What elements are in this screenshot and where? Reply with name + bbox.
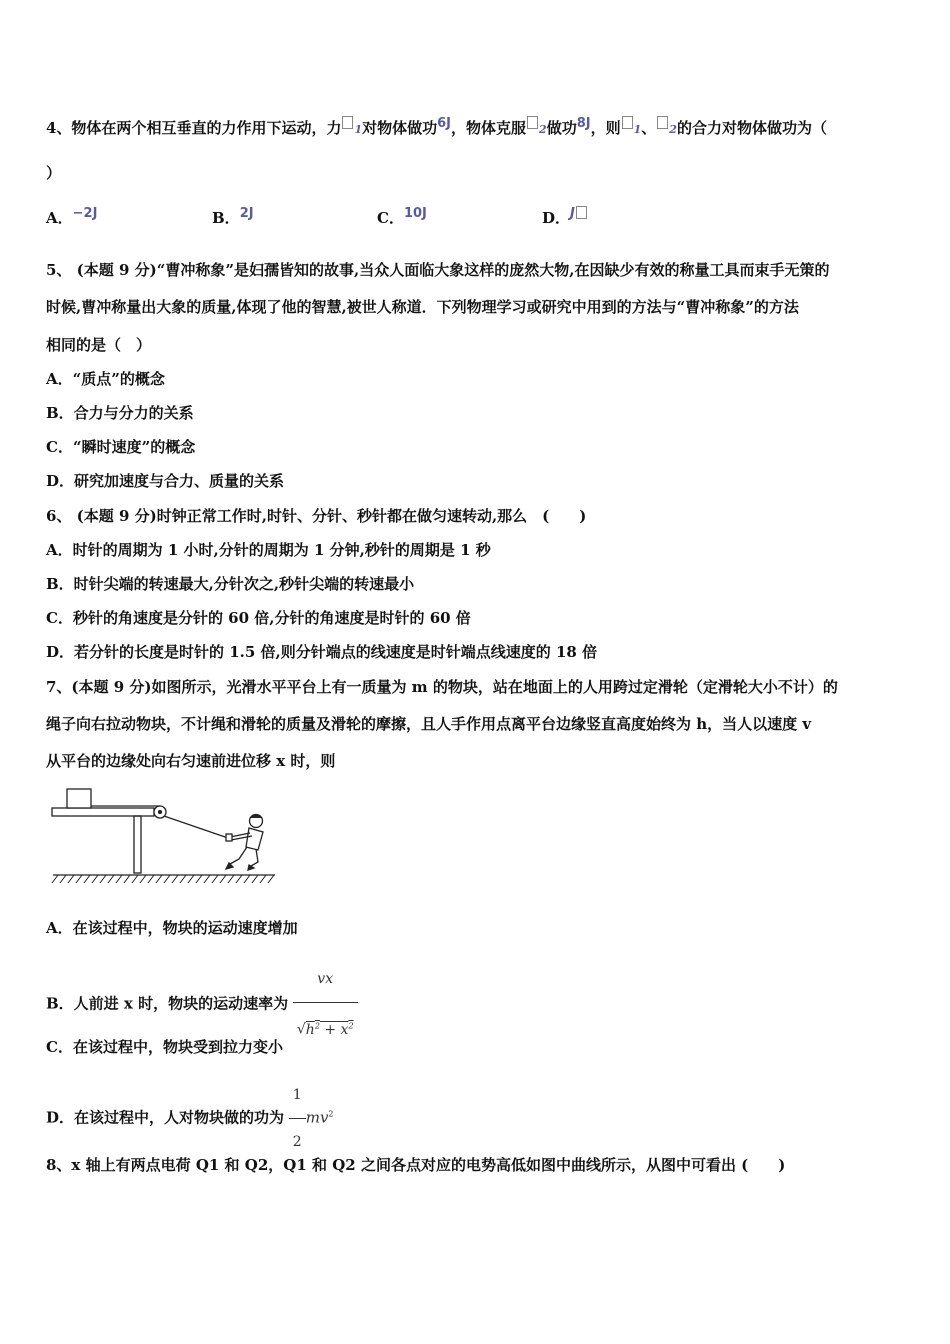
h-exponent: 2 — [314, 1021, 320, 1030]
f2b-symbol — [657, 116, 668, 129]
q5-stem-line-2: 时候,曹冲称量出大象的质量,体现了他的智慧,被世人称道．下列物理学习或研究中用到的方法与“曹冲称象”的方法 — [46, 298, 799, 316]
block — [67, 789, 91, 808]
q7-option-d-fraction — [289, 1072, 306, 1165]
f1b-symbol — [622, 116, 633, 129]
q4-option-c-label: C． — [377, 209, 404, 227]
q5-option-d: D．研究加速度与合力、质量的关系 — [46, 472, 285, 490]
q4-close-paren: ） — [46, 164, 62, 182]
q4-option-d — [542, 206, 588, 228]
q5-option-a: A．“质点”的概念 — [46, 370, 165, 388]
platform — [52, 789, 154, 873]
fraction-denominator: $√h^2 + x^2$ — [293, 1002, 358, 1053]
q4-stem — [46, 114, 827, 140]
pulley-figure — [50, 783, 280, 888]
q6-option-d: D．若分针的长度是时针的 1.5 倍,则分针端点的线速度是时针端点线速度的 18 倍 — [46, 643, 598, 661]
q4-stem-part-a: 4、物体在两个相互垂直的力作用下运动，力 — [46, 119, 342, 137]
q6-option-a: A．时针的周期为 1 小时,分针的周期为 1 分钟,秒针的周期是 1 秒 — [46, 541, 491, 559]
q4-option-c-value: 10J — [403, 206, 427, 221]
q4-option-b-label: B． — [212, 209, 240, 227]
fraction-numerator: vx — [317, 971, 334, 987]
q4-stem-part-c: ，物体克服 — [451, 119, 527, 137]
q4-option-d-label: D． — [542, 209, 571, 227]
q4-option-b — [212, 206, 254, 228]
q4-option-a-label: A． — [46, 209, 73, 227]
f1b-subscript: 1 — [633, 123, 642, 136]
q4-stem-part-f: 的合力对物体做功为（ — [676, 119, 827, 137]
q5-stem-line-3: 相同的是（ ） — [46, 336, 152, 354]
q5-option-c: C．“瞬时速度”的概念 — [46, 438, 196, 456]
q7-option-c: C．在该过程中，物块受到拉力变小 — [46, 1038, 283, 1056]
q7-stem-line-3: 从平台的边缘处向右匀速前进位移 x 时，则 — [46, 752, 336, 770]
q4-option-a-value: −2J — [72, 206, 98, 221]
person — [226, 815, 263, 871]
den-x: x — [340, 1021, 349, 1038]
work-value-1: 6J — [437, 116, 452, 131]
q4-separator: 、 — [641, 119, 657, 137]
q7-option-a: A．在该过程中，物块的运动速度增加 — [46, 919, 298, 937]
q5-stem-line-1: 5、 (本题 9 分)“曹冲称象”是妇孺皆知的故事,当众人面临大象这样的庞然大物,在因缺少有效的称量工具而束手无策的 — [46, 261, 830, 279]
f2-symbol — [527, 116, 538, 129]
q7-option-d-expression: mv — [305, 1108, 329, 1127]
q7-option-d — [46, 1072, 334, 1165]
q7-stem-line-2: 绳子向右拉动物块，不计绳和滑轮的质量及滑轮的摩擦，且人手作用点离平台边缘竖直高度始终为 h，当人以速度 v — [46, 715, 812, 733]
fraction-numerator: 1 — [292, 1087, 302, 1103]
q4-stem-part-d: 做功 — [546, 119, 577, 137]
platform-top — [52, 808, 154, 816]
f1-symbol — [342, 116, 353, 129]
person-body — [246, 828, 263, 850]
q7-option-d-text: D．在该过程中，人对物块做的功为 — [46, 1108, 285, 1127]
ground — [52, 875, 275, 883]
work-value-2: 8J — [576, 116, 591, 131]
f2b-subscript: 2 — [669, 123, 677, 136]
f2-subscript: 2 — [539, 123, 547, 136]
q6-option-b: B．时针尖端的转速最大,分针次之,秒针尖端的转速最小 — [46, 575, 415, 593]
f1-subscript: 1 — [354, 123, 363, 136]
platform-post — [134, 816, 141, 873]
q7-stem-line-1: 7、(本题 9 分)如图所示，光滑水平平台上有一质量为 m 的物块，站在地面上的人用跨过定滑轮（定滑轮大小不计）的 — [46, 678, 838, 696]
q4-option-d-value: J — [570, 206, 575, 221]
q4-option-c — [377, 206, 427, 228]
q4-option-d-symbol — [576, 206, 587, 219]
x-exponent: 2 — [348, 1021, 354, 1030]
q5-option-b: B．合力与分力的关系 — [46, 404, 194, 422]
den-h: h — [305, 1021, 315, 1038]
q6-option-c: C．秒针的角速度是分针的 60 倍,分针的角速度是时针的 60 倍 — [46, 609, 471, 627]
q7-option-b-fraction — [293, 956, 358, 1053]
q7-option-b-text: B．人前进 x 时，物块的运动速率为 — [46, 994, 289, 1013]
q4-stem-part-e: ，则 — [590, 119, 621, 137]
q6-stem: 6、 (本题 9 分)时钟正常工作时,时针、分针、秒针都在做匀速转动,那么 ( ) — [46, 507, 587, 525]
den-plus: + — [324, 1021, 337, 1038]
q4-option-b-value: 2J — [239, 206, 254, 221]
q4-stem-part-b: 对物体做功 — [362, 119, 438, 137]
q8-stem: 8、x 轴上有两点电荷 Q1 和 Q2，Q1 和 Q2 之间各点对应的电势高低如图中曲线所示，从图中可看出 ( ) — [46, 1156, 786, 1174]
q4-option-a — [46, 206, 97, 228]
v-exponent: 2 — [328, 1109, 334, 1119]
fraction-denominator: 2 — [289, 1118, 306, 1165]
